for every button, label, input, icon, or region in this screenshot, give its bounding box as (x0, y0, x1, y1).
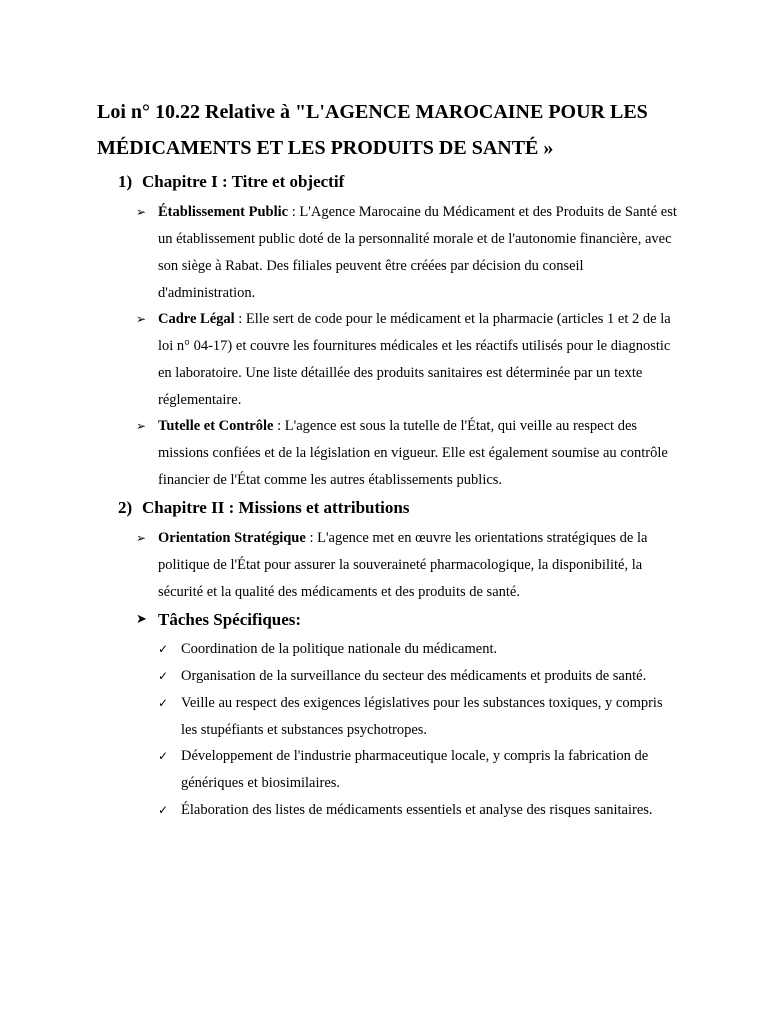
triangle-bullet-icon: ➢ (136, 531, 147, 545)
task-item (158, 636, 678, 663)
arrow-bullet-icon: ➢ (136, 312, 147, 326)
list-item-text (158, 199, 684, 307)
checkmark-icon: ✓ (158, 696, 169, 710)
arrow-bullet-icon: ➢ (136, 205, 147, 219)
subheading-text: Tâches Spécifiques: (158, 610, 302, 629)
task-item (158, 690, 678, 744)
arrowhead-bullet-icon: ➤ (136, 612, 147, 627)
task-text: Organisation de la surveillance du secteur des médicaments et produits de santé. (181, 668, 647, 684)
checkmark-icon: ✓ (158, 642, 169, 656)
list-item-text (158, 306, 684, 414)
chapter-2-title: Chapitre II : Missions et attributions (142, 498, 410, 517)
task-text: Développement de l'industrie pharmaceutique locale, y compris la fabrication de génériques et biosimilaires. (181, 748, 649, 791)
task-item (158, 663, 678, 690)
task-item (158, 797, 678, 824)
list-item-cadre-legal (136, 306, 684, 414)
task-text: Coordination de la politique nationale du médicament. (181, 641, 498, 657)
task-text: Veille au respect des exigences législatives pour les substances toxiques, y compris les stupéfiants et substances psychotropes. (181, 695, 663, 738)
list-item-text (158, 413, 684, 494)
item-label: Établissement Public (158, 204, 289, 220)
list-item-orientation-strategique (136, 525, 684, 606)
list-item-etablissement-public (136, 199, 684, 307)
checkmark-icon: ✓ (158, 803, 169, 817)
chapter-2-heading (118, 496, 409, 520)
item-body: : L'agence est sous la tutelle de l'État, qui veille au respect des missions confiées et de la législation en vigueur. Elle est également soumise au contrôle financier de l'État comme les autres établissements publics. (158, 418, 668, 488)
chapter-1-heading (118, 170, 344, 194)
checkmark-icon: ✓ (158, 669, 169, 683)
subheading-taches-specifiques (136, 606, 684, 633)
item-label: Tutelle et Contrôle (158, 418, 274, 434)
task-item (158, 743, 678, 797)
checkmark-icon: ✓ (158, 749, 169, 763)
list-item-tutelle-controle (136, 413, 684, 494)
item-body: : L'agence met en œuvre les orientations stratégiques de la politique de l'État pour assurer la souveraineté pharmacologique, la disponibilité, la sécurité et la qualité des médicaments et des produits de santé. (158, 530, 648, 600)
item-body: : L'Agence Marocaine du Médicament et des Produits de Santé est un établissement public doté de la personnalité morale et de l'autonomie financière, avec son siège à Rabat. Des filiales peuvent être créées par décision du conseil d'administration. (158, 204, 677, 301)
chapter-1-title: Chapitre I : Titre et objectif (142, 172, 345, 191)
document-title: Loi n° 10.22 Relative à "L'AGENCE MAROCAINE POUR LES MÉDICAMENTS ET LES PRODUITS DE SANTÉ » (97, 101, 648, 159)
item-label: Orientation Stratégique (158, 530, 306, 546)
arrow-bullet-icon: ➢ (136, 419, 147, 433)
item-label: Cadre Légal (158, 311, 235, 327)
task-text: Élaboration des listes de médicaments essentiels et analyse des risques sanitaires. (181, 802, 653, 818)
list-item-text (158, 525, 684, 606)
item-body: : Elle sert de code pour le médicament et la pharmacie (articles 1 et 2 de la loi n° 04-17) et couvre les fournitures médicales et les réactifs utilisés pour le diagnostic en laboratoire. Une liste détaillée des produits sanitaires est déterminée par un texte réglementaire. (158, 311, 671, 408)
chapter-2-number: 2) (118, 498, 133, 517)
chapter-1-number: 1) (118, 172, 133, 191)
